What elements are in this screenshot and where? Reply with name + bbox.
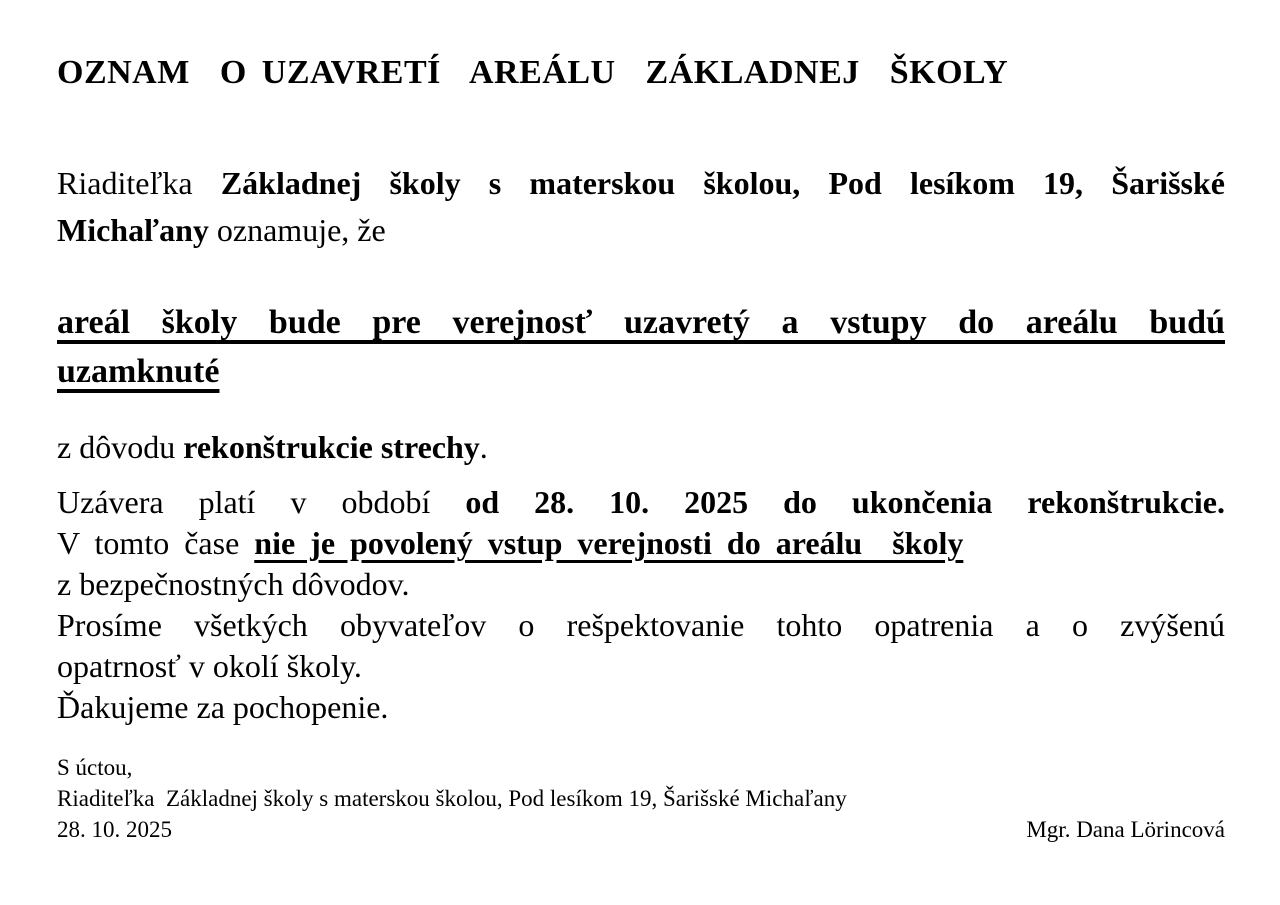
details-line-5: opatrnosť v okolí školy. [57,648,362,684]
details-line-2-normal: V tomto čase [57,525,255,561]
reason-line [57,426,1225,468]
details-line-2 [57,523,1225,564]
page-title: OZNAM O UZAVRETÍ AREÁLU ZÁKLADNEJ ŠKOLY [57,54,1009,91]
details-line-1-bold: od 28. 10. 2025 do ukončenia rekonštrukcie. [465,484,1226,520]
details-line-6: Ďakujeme za pochopenie. [57,689,389,725]
details-line-1 [57,482,1225,523]
details-line-1-normal: Uzávera platí v období [57,484,466,520]
intro-line-2-bold: Michaľany [57,212,209,248]
intro-line-2-normal: oznamuje, že [208,212,386,248]
reason-prefix: z dôvodu [57,429,184,465]
details-paragraph [57,482,1225,728]
closure-heading-line-2: uzamknuté [57,353,220,390]
closure-heading-line-1: areál školy bude pre verejnosť uzavretý a vstupy do areálu budú [57,304,1225,341]
intro-line-1 [57,160,1225,207]
reason-suffix: . [479,429,488,465]
footer [57,752,1225,845]
details-line-3: z bezpečnostných dôvodov. [57,566,410,602]
intro-line-2 [57,207,1225,254]
footer-signatory-role: Riaditeľka Základnej školy s materskou školou, Pod lesíkom 19, Šarišské Michaľany [57,786,847,811]
details-line-4: Prosíme všetkých obyvateľov o rešpektovanie tohto opatrenia a o zvýšenú [57,607,1225,643]
intro-paragraph [57,160,1225,254]
details-line-2-bold-underlined: nie je povolený vstup verejnosti do areálu školy [254,525,964,561]
reason-bold: rekonštrukcie strechy [183,429,480,465]
closure-heading [57,298,1225,396]
signature-name: Mgr. Dana Lörincová [1026,817,1225,842]
footer-date: 28. 10. 2025 [57,817,172,842]
intro-line-1-normal: Riaditeľka [57,165,221,201]
footer-date-row [57,814,1225,845]
footer-salutation: S úctou, [57,755,133,780]
intro-line-1-bold: Základnej školy s materskou školou, Pod lesíkom 19, Šarišské [220,165,1226,201]
